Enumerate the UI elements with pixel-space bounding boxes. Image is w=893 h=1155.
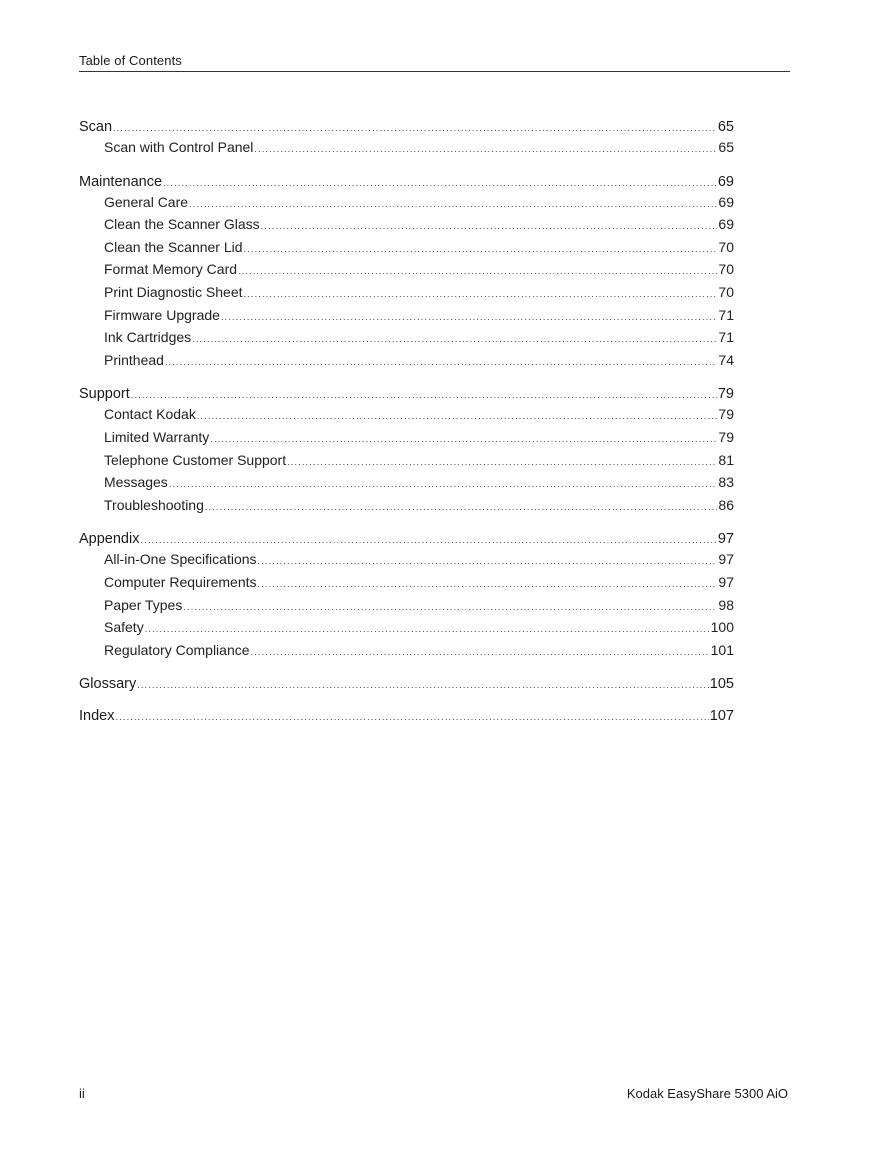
toc-entry-page-number: 71 <box>718 329 734 346</box>
toc-entry[interactable] <box>79 449 734 472</box>
toc-entry[interactable] <box>79 304 734 327</box>
toc-entry[interactable] <box>79 236 734 259</box>
dot-leader <box>287 451 717 474</box>
toc-entry-page-number: 86 <box>718 496 734 513</box>
toc-entry-title: General Care <box>104 193 189 210</box>
toc-section-heading[interactable] <box>79 385 734 403</box>
page-header-title: Table of Contents <box>79 53 182 68</box>
toc-section-heading-title: Index <box>79 708 115 725</box>
toc-entry-title: Computer Requirements <box>104 573 257 590</box>
dot-leader <box>258 550 718 573</box>
dot-leader <box>221 306 717 329</box>
toc-entry-title: Firmware Upgrade <box>104 306 220 323</box>
toc-entry-page-number: 97 <box>718 551 734 568</box>
toc-section-heading[interactable] <box>79 707 734 725</box>
dot-leader <box>254 138 717 161</box>
toc-entry[interactable] <box>79 639 734 662</box>
toc-entry[interactable] <box>79 136 734 159</box>
toc-section-heading-title: Support <box>79 386 130 403</box>
dot-leader <box>205 496 718 519</box>
toc-section <box>79 118 734 159</box>
dot-leader <box>258 573 718 596</box>
footer-product-name: Kodak EasyShare 5300 AiO <box>626 1086 788 1101</box>
toc-section-heading-page-number: 107 <box>709 708 734 725</box>
dot-leader <box>163 174 717 192</box>
toc-entry-page-number: 79 <box>718 428 734 445</box>
toc-section <box>79 530 734 661</box>
dot-leader <box>169 473 718 496</box>
toc-entry-title: Ink Cartridges <box>104 329 192 346</box>
dot-leader <box>238 260 717 283</box>
toc-entry[interactable] <box>79 594 734 617</box>
toc-entry-page-number: 98 <box>718 596 734 613</box>
dot-leader <box>189 193 717 216</box>
toc-entry-page-number: 69 <box>718 193 734 210</box>
dot-leader <box>165 351 717 374</box>
toc-entry-page-number: 65 <box>718 139 734 155</box>
toc-entry-title: All-in-One Specifications <box>104 551 257 568</box>
toc-section-heading-title: Appendix <box>79 531 140 548</box>
toc-section <box>79 707 734 725</box>
dot-leader <box>197 405 718 428</box>
dot-leader <box>113 119 717 137</box>
toc-section-heading[interactable] <box>79 173 734 191</box>
toc-entry-page-number: 100 <box>710 619 734 636</box>
toc-entry[interactable] <box>79 326 734 349</box>
toc-entry[interactable] <box>79 349 734 372</box>
toc-entry-title: Printhead <box>104 351 164 368</box>
toc-entry[interactable] <box>79 403 734 426</box>
toc-section <box>79 385 734 516</box>
toc-entry-page-number: 71 <box>718 306 734 323</box>
toc-entry[interactable] <box>79 616 734 639</box>
dot-leader <box>131 386 717 404</box>
toc-entry-title: Scan with Control Panel <box>104 139 254 155</box>
toc-section <box>79 675 734 693</box>
toc-entry-page-number: 101 <box>710 641 734 658</box>
dot-leader <box>210 428 717 451</box>
toc-section-heading-page-number: 79 <box>717 386 734 403</box>
toc-entry-title: Clean the Scanner Lid <box>104 238 243 255</box>
toc-entry-page-number: 83 <box>718 474 734 491</box>
toc-section-heading[interactable] <box>79 530 734 548</box>
dot-leader <box>251 641 710 664</box>
toc-entry[interactable] <box>79 471 734 494</box>
toc-section-heading-page-number: 69 <box>717 173 734 190</box>
toc-entry[interactable] <box>79 426 734 449</box>
toc-entry[interactable] <box>79 494 734 517</box>
toc-section-heading[interactable] <box>79 675 734 693</box>
footer-page-number: ii <box>79 1086 85 1101</box>
toc-section-heading-page-number: 105 <box>709 676 734 693</box>
toc-entry[interactable] <box>79 281 734 304</box>
toc-entry-page-number: 79 <box>718 406 734 423</box>
dot-leader <box>140 531 716 549</box>
dot-leader <box>137 676 709 694</box>
toc-entry-page-number: 69 <box>718 216 734 233</box>
page-header <box>79 52 790 72</box>
toc-entry-page-number: 81 <box>718 451 734 468</box>
toc-section-heading-title: Maintenance <box>79 173 163 190</box>
toc-section-heading-title: Glossary <box>79 676 137 693</box>
table-of-contents <box>79 118 734 739</box>
toc-entry-page-number: 97 <box>718 573 734 590</box>
toc-entry-title: Telephone Customer Support <box>104 451 287 468</box>
toc-section-heading-page-number: 65 <box>717 119 734 135</box>
toc-entry-page-number: 70 <box>718 261 734 278</box>
toc-entry-title: Limited Warranty <box>104 428 210 445</box>
dot-leader <box>261 215 718 238</box>
dot-leader <box>244 283 718 306</box>
toc-entry-title: Print Diagnostic Sheet <box>104 283 243 300</box>
toc-entry-title: Clean the Scanner Glass <box>104 216 260 233</box>
dot-leader <box>115 708 708 726</box>
toc-entry-title: Format Memory Card <box>104 261 238 278</box>
toc-entry-page-number: 74 <box>718 351 734 368</box>
toc-entry-title: Regulatory Compliance <box>104 641 250 658</box>
toc-entry[interactable] <box>79 191 734 214</box>
toc-section-heading-title: Scan <box>79 119 113 135</box>
toc-entry-page-number: 70 <box>718 238 734 255</box>
toc-entry[interactable] <box>79 548 734 571</box>
dot-leader <box>244 238 718 261</box>
toc-section-heading-page-number: 97 <box>717 531 734 548</box>
toc-entry-title: Messages <box>104 474 168 491</box>
dot-leader <box>145 618 710 641</box>
dot-leader <box>192 328 717 351</box>
toc-entry[interactable] <box>79 213 734 236</box>
toc-entry-title: Safety <box>104 619 144 636</box>
toc-entry[interactable] <box>79 571 734 594</box>
toc-entry-page-number: 70 <box>718 283 734 300</box>
toc-entry-title: Paper Types <box>104 596 183 613</box>
toc-entry-title: Troubleshooting <box>104 496 204 513</box>
toc-section-heading[interactable] <box>79 118 734 136</box>
toc-entry[interactable] <box>79 258 734 281</box>
dot-leader <box>183 596 717 619</box>
toc-entry-title: Contact Kodak <box>104 406 196 423</box>
toc-section <box>79 173 734 372</box>
